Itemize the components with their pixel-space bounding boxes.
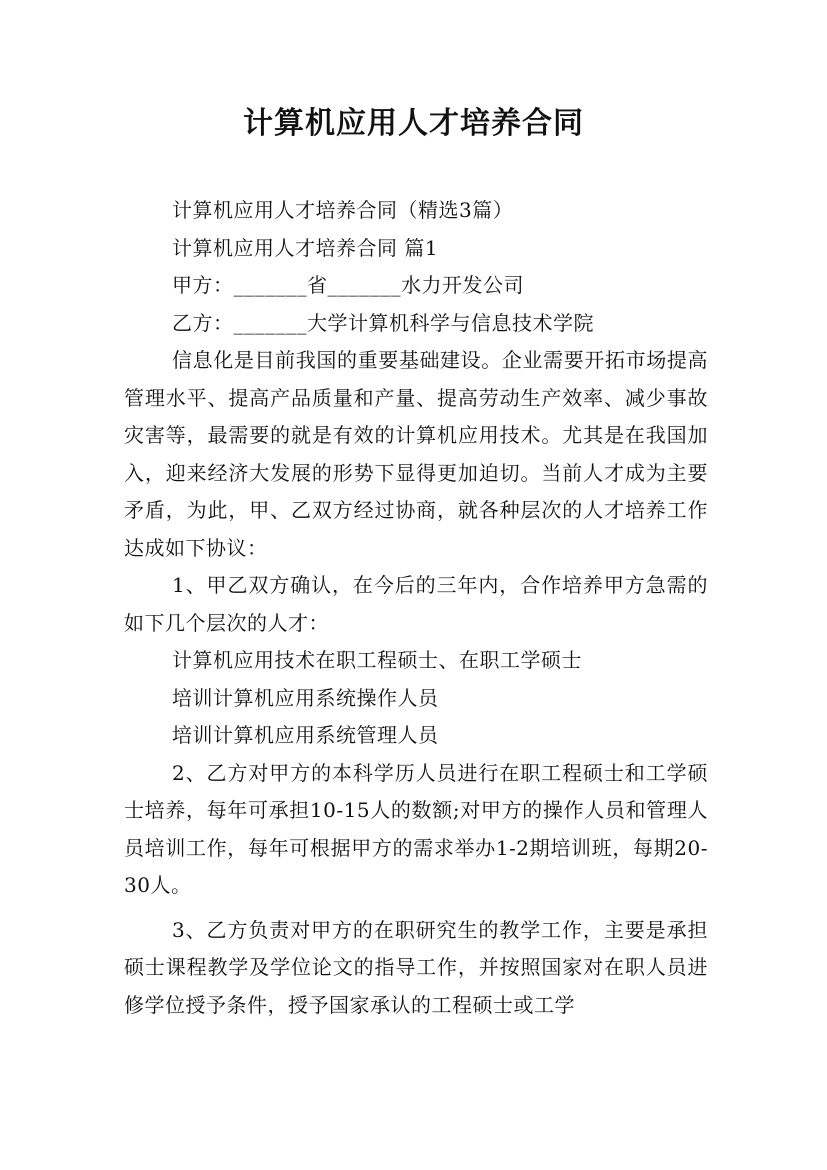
paragraph-intro: 信息化是目前我国的重要基础建设。企业需要开拓市场提高管理水平、提高产品质量和产量、提高劳动生产效率、减少事故灾害等，最需要的就是有效的计算机应用技术。尤其是在我国加入，迎来经济大发展的形势下显得更加迫切。当前人才成为主要矛盾，为此，甲、乙双方经过协商，就各种层次的人才培养工作达成如下协议：: [124, 348, 708, 560]
paragraph-party-b: 乙方：_______大学计算机科学与信息技术学院: [172, 310, 594, 335]
paragraph-section-heading: 计算机应用人才培养合同 篇1: [172, 235, 439, 260]
paragraph-clause-2: 2、乙方对甲方的本科学历人员进行在职工程硕士和工学硕士培养，每年可承担10-15人的数额;对甲方的操作人员和管理人员培训工作，每年可根据甲方的需求举办1-2期培训班，每期20-30人。: [124, 760, 708, 897]
paragraph-clause-1: 1、甲乙双方确认，在今后的三年内，合作培养甲方急需的如下几个层次的人才：: [124, 573, 708, 635]
paragraph-party-a: 甲方：_______省_______水力开发公司: [172, 273, 524, 297]
paragraph-list-item-2: 培训计算机应用系统操作人员: [172, 685, 439, 710]
paragraph-clause-3: 3、乙方负责对甲方的在职研究生的教学工作，主要是承担硕士课程教学及学位论文的指导工作，并按照国家对在职人员进修学位授予条件，授予国家承认的工程硕士或工学: [124, 917, 708, 1017]
document-title: 计算机应用人才培养合同: [243, 106, 584, 141]
paragraph-list-item-1: 计算机应用技术在职工程硕士、在职工学硕士: [172, 648, 582, 672]
paragraph-subtitle: 计算机应用人才培养合同（精选3篇）: [172, 198, 514, 222]
paragraph-list-item-3: 培训计算机应用系统管理人员: [172, 723, 439, 747]
document-body: [124, 192, 708, 1024]
